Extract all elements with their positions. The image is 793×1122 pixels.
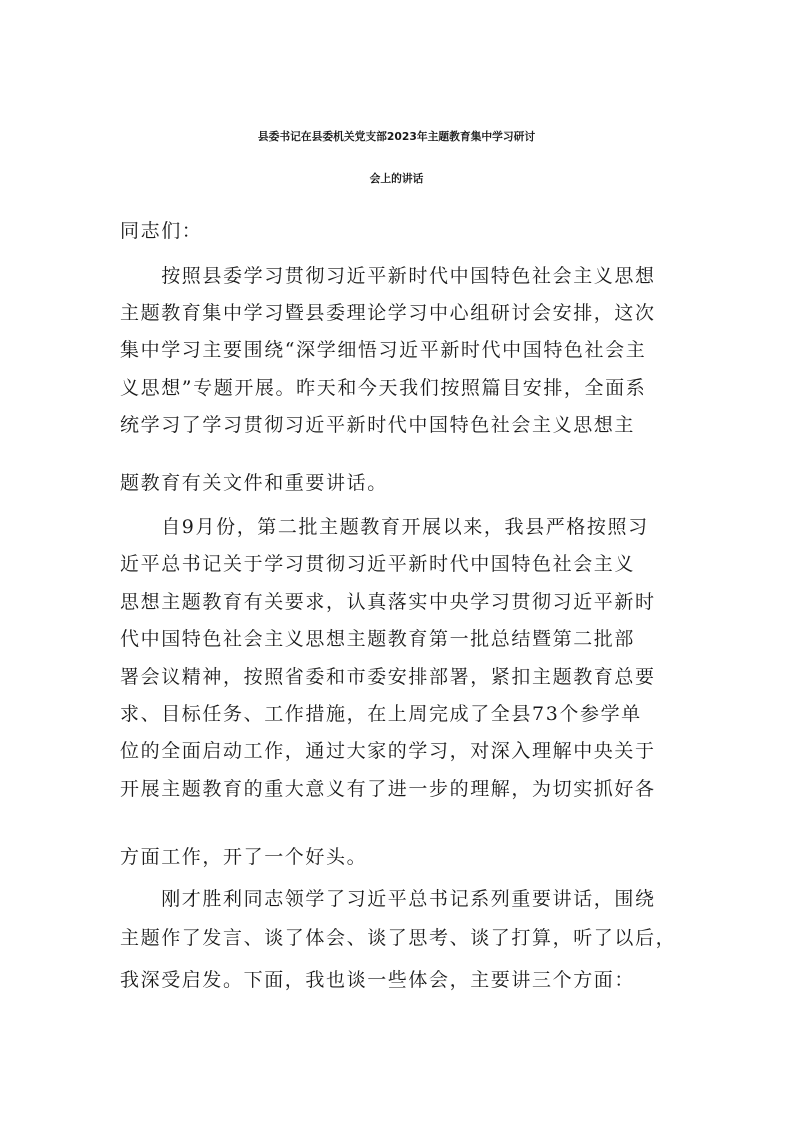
salutation: 同志们：: [120, 220, 203, 242]
paragraph-line: 开展主题教育的重大意义有了进一步的理解，为切实抓好各: [120, 778, 656, 800]
paragraph-line: 近平总书记关于学习贯彻习近平新时代中国特色社会主义: [120, 553, 636, 575]
paragraph-line: 代中国特色社会主义思想主题教育第一批总结暨第二批部: [120, 628, 636, 650]
paragraph-line: 思想主题教育有关要求，认真落实中央学习贯彻习近平新时: [120, 591, 656, 613]
paragraph-line: 自9月份，第二批主题教育开展以来，我县严格按照习: [120, 516, 649, 538]
paragraph-line: 题教育有关文件和重要讲话。: [120, 472, 388, 494]
paragraph-line: 求、目标任务、工作措施，在上周完成了全县73个参学单: [120, 703, 642, 725]
paragraph-line: 义思想”专题开展。昨天和今天我们按照篇目安排，全面系: [120, 377, 647, 399]
paragraph-line: 统学习了学习贯彻习近平新时代中国特色社会主义思想主: [120, 414, 636, 436]
paragraph-line: 署会议精神，按照省委和市委安排部署，紧扣主题教育总要: [120, 666, 656, 688]
document-title-line-1: 县委书记在县委机关党支部2023年主题教育集中学习研讨: [257, 130, 536, 143]
paragraph-line: 刚才胜利同志领学了习近平总书记系列重要讲话，围绕: [120, 888, 656, 910]
paragraph-line: 按照县委学习贯彻习近平新时代中国特色社会主义思想: [120, 265, 656, 287]
paragraph-line: 主题教育集中学习暨县委理论学习中心组研讨会安排，这次: [120, 302, 656, 324]
document-title-line-2: 会上的讲话: [369, 172, 424, 185]
paragraph-line: 位的全面启动工作，通过大家的学习，对深入理解中央关于: [120, 740, 656, 762]
paragraph-line: 主题作了发言、谈了体会、谈了思考、谈了打算，听了以后，: [120, 927, 677, 949]
paragraph-line: 我深受启发。下面，我也谈一些体会，主要讲三个方面：: [120, 969, 636, 991]
paragraph-line: 方面工作，开了一个好头。: [120, 846, 368, 868]
paragraph-line: 集中学习主要围绕“深学细悟习近平新时代中国特色社会主: [120, 339, 647, 361]
